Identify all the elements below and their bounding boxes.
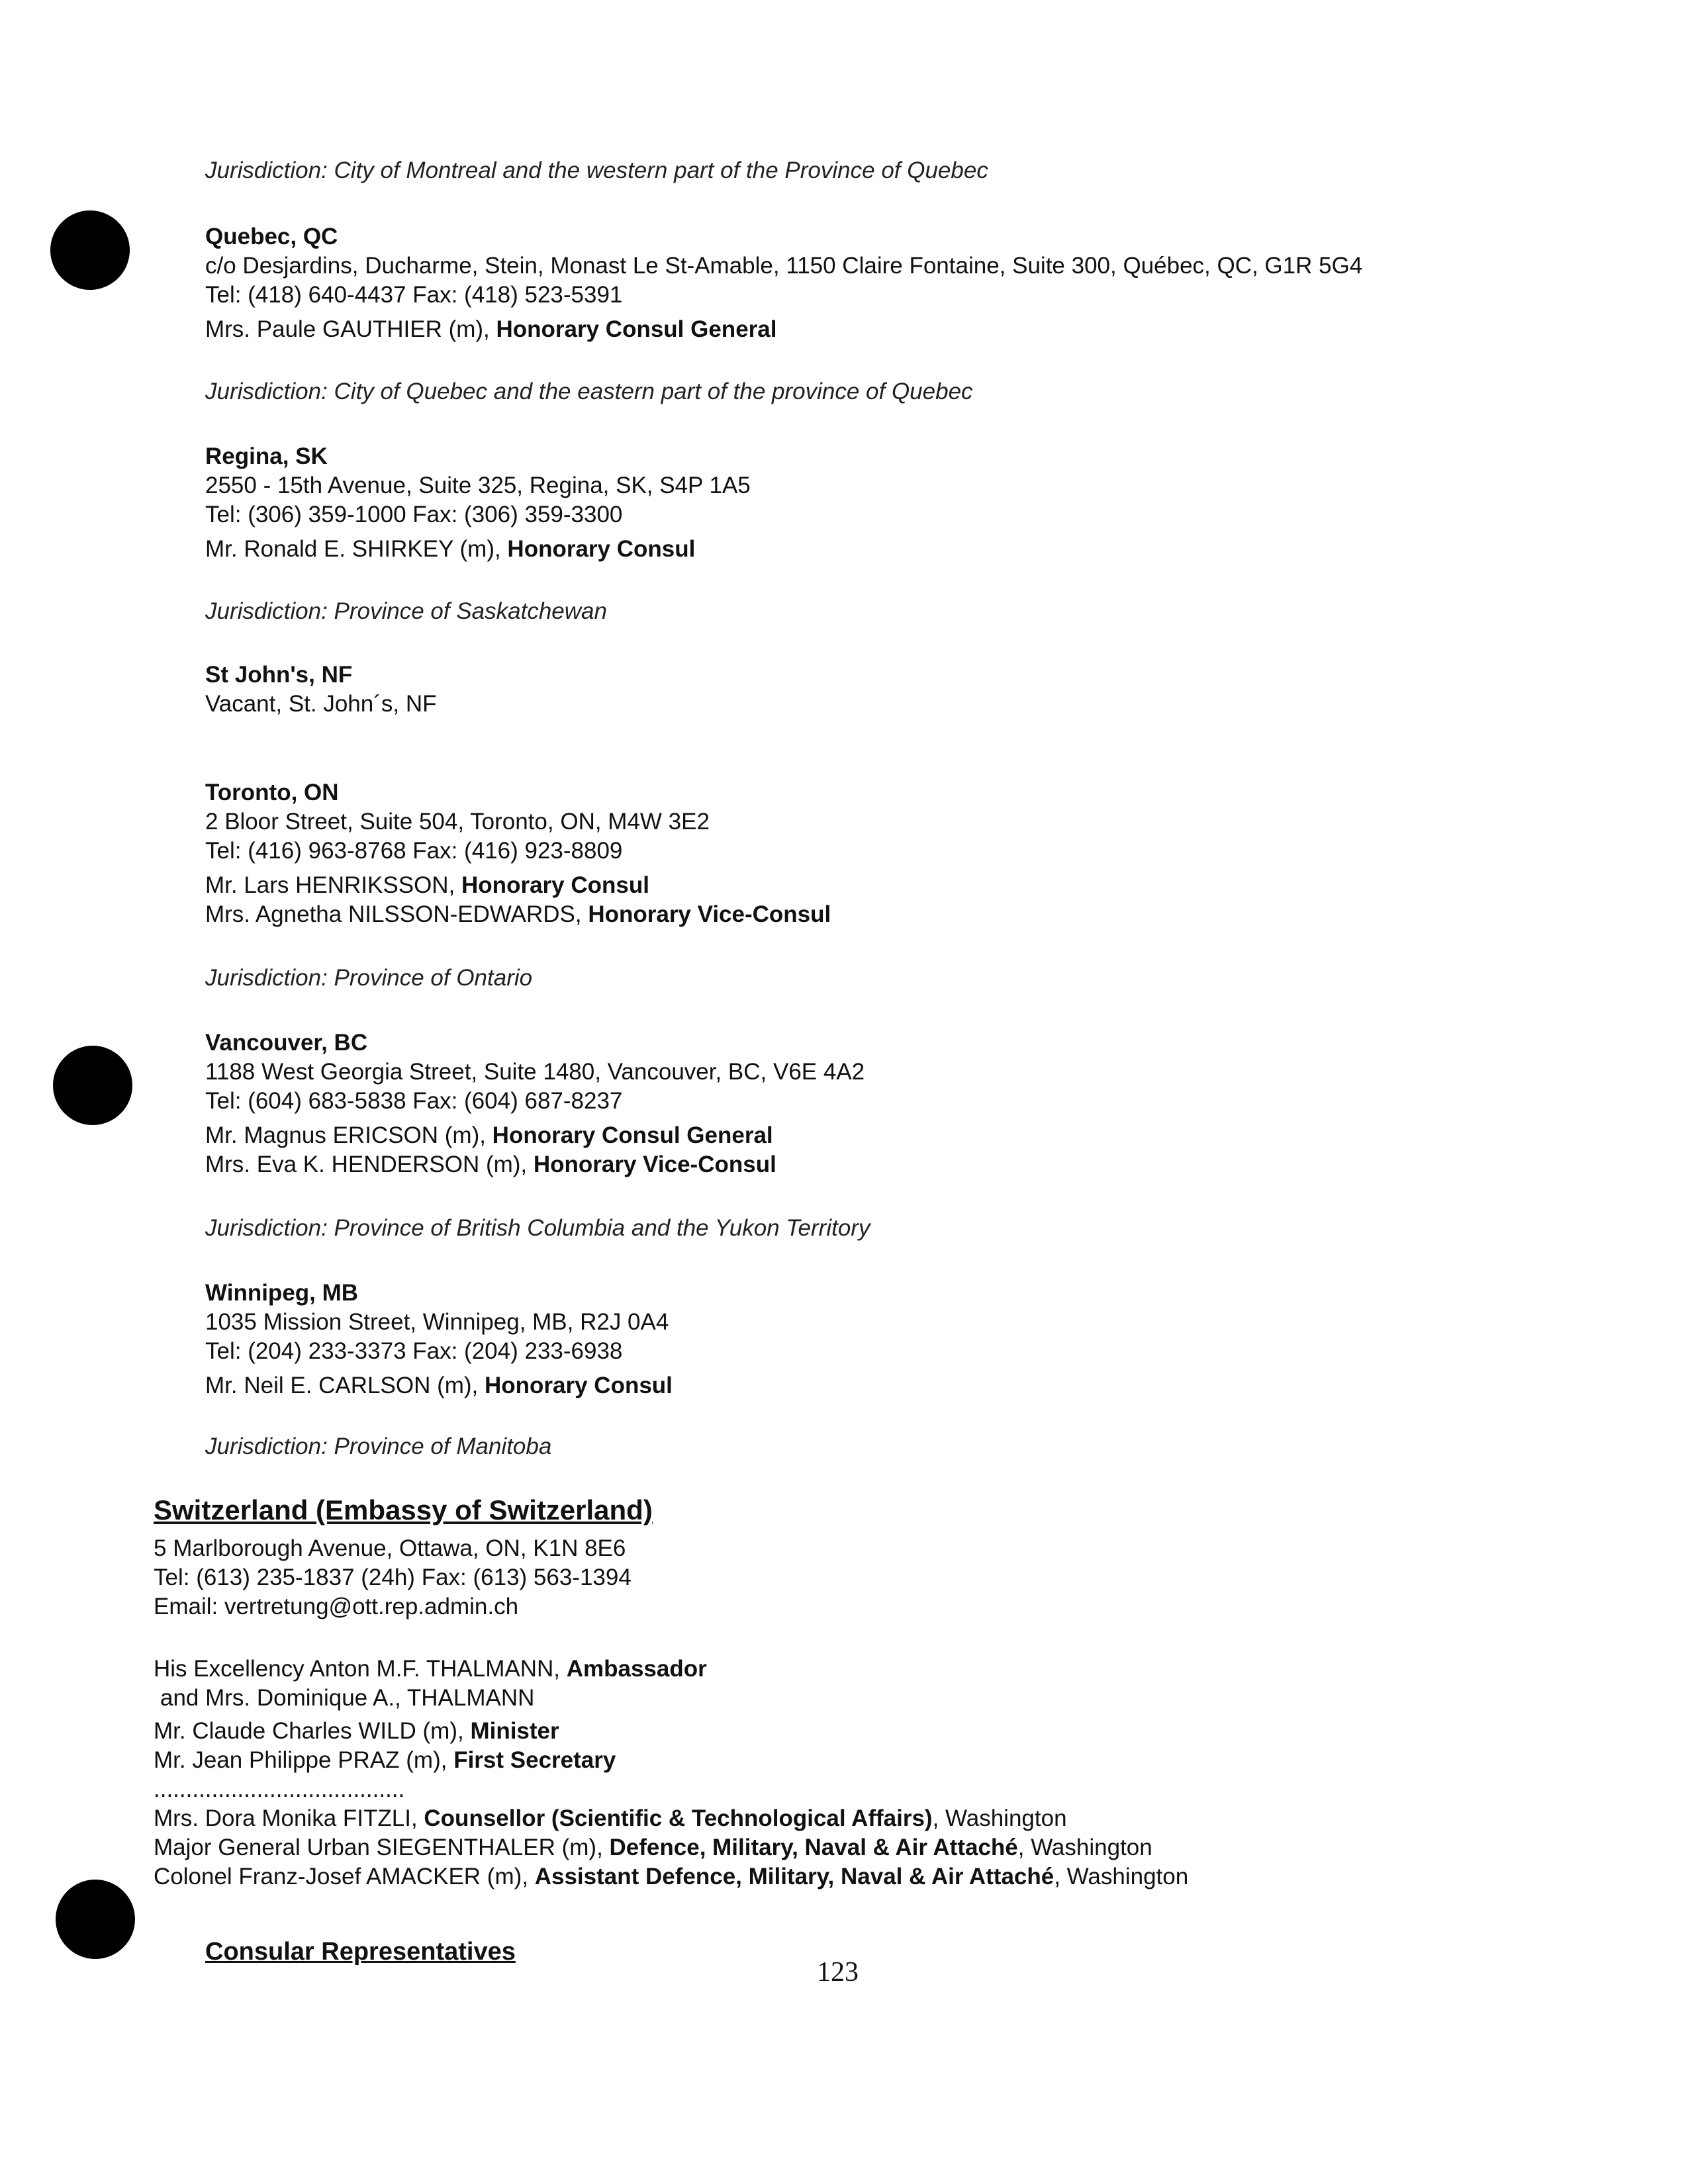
switzerland-heading: Switzerland (Embassy of Switzerland): [154, 1494, 653, 1525]
jurisdiction-vancouver: Jurisdiction: Province of British Columbia and the Yukon Territory: [205, 1215, 870, 1241]
person-line: Mr. Ronald E. SHIRKEY (m), Honorary Consul: [205, 536, 696, 562]
punch-hole-top: [50, 210, 130, 290]
office-quebec: [205, 222, 1362, 344]
city-heading: Vancouver, BC: [205, 1030, 368, 1056]
city-heading: Toronto, ON: [205, 780, 339, 805]
punch-hole-middle: [53, 1046, 132, 1125]
phone-line: Tel: (306) 359-1000 Fax: (306) 359-3300: [205, 502, 623, 527]
counsellor-line: Mrs. Dora Monika FITZLI, Counsellor (Scientific & Technological Affairs), Washington: [154, 1805, 1067, 1831]
person-line: Mrs. Paule GAUTHIER (m), Honorary Consul General: [205, 316, 777, 342]
assistant-attache-line: Colonel Franz-Josef AMACKER (m), Assistant Defence, Military, Naval & Air Attaché, Washington: [154, 1864, 1189, 1889]
city-heading: Winnipeg, MB: [205, 1280, 359, 1306]
person-line: Mr. Magnus ERICSON (m), Honorary Consul General: [205, 1122, 773, 1148]
person-line: Mr. Lars HENRIKSSON, Honorary Consul: [205, 872, 649, 898]
address-line: 2550 - 15th Avenue, Suite 325, Regina, SK, S4P 1A5: [205, 473, 751, 498]
city-heading: St John's, NF: [205, 662, 353, 688]
minister-line: Mr. Claude Charles WILD (m), Minister: [154, 1718, 559, 1744]
page-number: 123: [817, 1957, 859, 1987]
jurisdiction-regina: Jurisdiction: Province of Saskatchewan: [205, 598, 607, 624]
address-line: 1188 West Georgia Street, Suite 1480, Vancouver, BC, V6E 4A2: [205, 1059, 865, 1085]
jurisdiction-quebec: Jurisdiction: City of Quebec and the eastern part of the province of Quebec: [205, 379, 973, 404]
jurisdiction-winnipeg: Jurisdiction: Province of Manitoba: [205, 1433, 552, 1459]
phone-line: Tel: (418) 640-4437 Fax: (418) 523-5391: [205, 282, 623, 308]
jurisdiction-toronto: Jurisdiction: Province of Ontario: [205, 965, 533, 991]
ambassador-line: His Excellency Anton M.F. THALMANN, Ambassador: [154, 1656, 707, 1682]
punch-hole-bottom: [56, 1880, 135, 1959]
person-line: Mr. Neil E. CARLSON (m), Honorary Consul: [205, 1373, 673, 1398]
spouse-line: and Mrs. Dominique A., THALMANN: [160, 1685, 535, 1711]
phone-line: Tel: (204) 233-3373 Fax: (204) 233-6938: [205, 1338, 623, 1364]
address-line: 5 Marlborough Avenue, Ottawa, ON, K1N 8E6: [154, 1535, 626, 1561]
phone-line: Tel: (604) 683-5838 Fax: (604) 687-8237: [205, 1088, 623, 1114]
dotted-separator: .......................................: [154, 1776, 405, 1802]
jurisdiction-montreal: Jurisdiction: City of Montreal and the western part of the Province of Quebec: [205, 158, 988, 183]
address-line: Vacant, St. John´s, NF: [205, 691, 437, 717]
phone-line: Tel: (416) 963-8768 Fax: (416) 923-8809: [205, 838, 623, 864]
phone-line: Tel: (613) 235-1837 (24h) Fax: (613) 563-1394: [154, 1565, 632, 1590]
secretary-line: Mr. Jean Philippe PRAZ (m), First Secretary: [154, 1747, 616, 1773]
office-st-johns: [205, 660, 437, 719]
person-line: Mrs. Eva K. HENDERSON (m), Honorary Vice-Consul: [205, 1152, 776, 1177]
address-line: 1035 Mission Street, Winnipeg, MB, R2J 0A4: [205, 1309, 669, 1335]
address-line: 2 Bloor Street, Suite 504, Toronto, ON, M4W 3E2: [205, 809, 710, 835]
city-heading: Regina, SK: [205, 443, 328, 469]
city-heading: Quebec, QC: [205, 224, 338, 250]
email-line: Email: vertretung@ott.rep.admin.ch: [154, 1594, 519, 1619]
office-regina: [205, 442, 751, 564]
switzerland-contact: [154, 1534, 632, 1621]
address-line: c/o Desjardins, Ducharme, Stein, Monast Le St-Amable, 1150 Claire Fontaine, Suite 300, Québec, QC, G1R 5G4: [205, 253, 1363, 279]
attache-line: Major General Urban SIEGENTHALER (m), Defence, Military, Naval & Air Attaché, Washington: [154, 1835, 1152, 1860]
office-winnipeg: [205, 1279, 673, 1400]
office-vancouver: [205, 1028, 865, 1179]
switzerland-staff: [154, 1655, 1188, 1891]
consular-representatives-heading: Consular Representatives: [205, 1938, 516, 1966]
office-toronto: [205, 778, 831, 929]
person-line: Mrs. Agnetha NILSSON-EDWARDS, Honorary Vice-Consul: [205, 901, 831, 927]
